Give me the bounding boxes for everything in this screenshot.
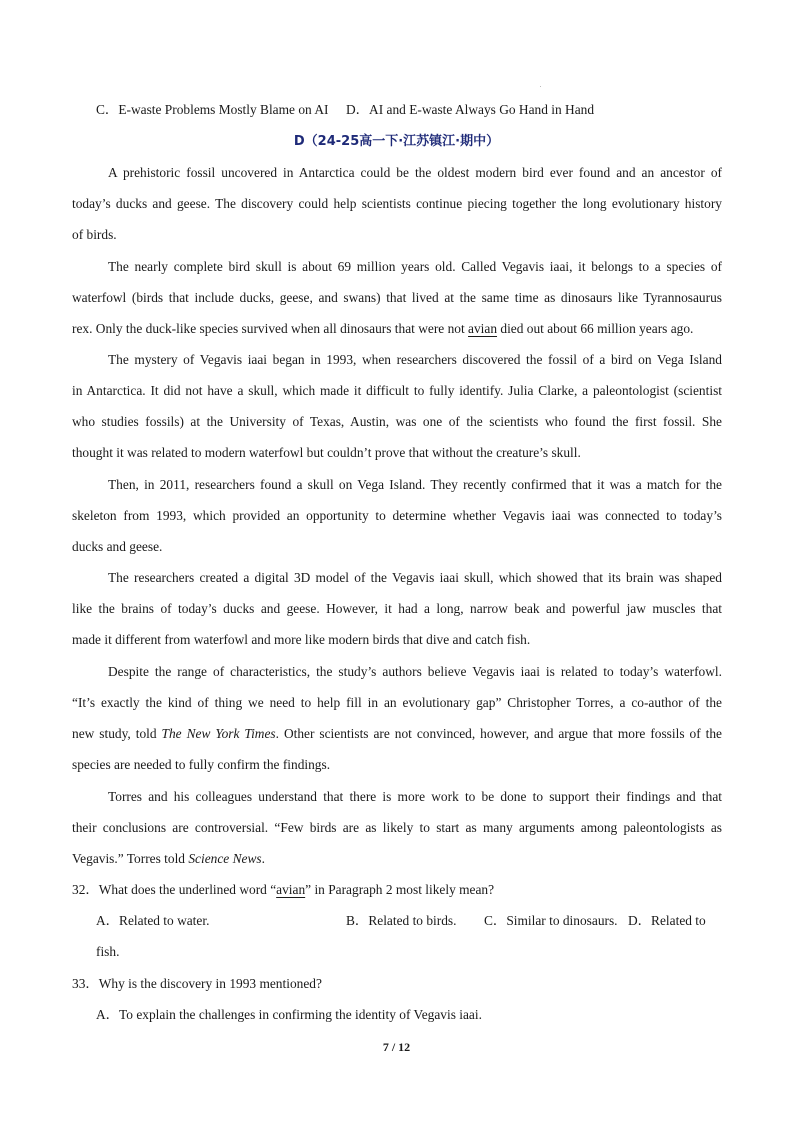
question-32-option-b: B．Related to birds. [346, 913, 457, 928]
question-32-option-d-continued: fish. [96, 944, 120, 959]
passage-line [72, 849, 722, 869]
underlined-word: avian [276, 882, 306, 897]
question-32-stem [72, 880, 722, 900]
passage-line: Torres and his colleagues understand that there is more work to be done to support their findings and that [108, 789, 722, 804]
prev-option-d: D．AI and E-waste Always Go Hand in Hand [346, 102, 595, 117]
passage-line: in Antarctica. It did not have a skull, which made it difficult to fully identify. Julia Clarke, a paleontologist (scientist [72, 383, 722, 398]
question-32-option-a: A．Related to water. [96, 913, 210, 928]
text-run: Vegavis.” Torres told [72, 851, 189, 866]
passage-line: The nearly complete bird skull is about 69 million years old. Called Vegavis iaai, it belongs to a species of [108, 259, 722, 274]
italic-title: Science News [188, 851, 262, 866]
passage-line: The mystery of Vegavis iaai began in 1993, when researchers discovered the fossil of a bird on Vega Island [108, 352, 722, 367]
passage-line: Despite the range of characteristics, the study’s authors believe Vegavis iaai is related to today’s waterfowl. [108, 664, 722, 679]
text-run: 32．What does the underlined word “ [72, 882, 277, 897]
text-run: ” in Paragraph 2 most likely mean? [305, 882, 495, 897]
passage-line: their conclusions are controversial. “Few birds are as likely to start as many arguments among paleontologists as [72, 820, 722, 835]
passage-line: made it different from waterfowl and more like modern birds that dive and catch fish. [72, 632, 531, 647]
passage-line [72, 724, 722, 744]
passage-line: of birds. [72, 227, 117, 242]
passage-line: A prehistoric fossil uncovered in Antarctica could be the oldest modern bird ever found and an ancestor of [108, 165, 722, 180]
prev-option-c: C．E-waste Problems Mostly Blame on AI [96, 102, 329, 117]
passage-line: “It’s exactly the kind of thing we need to help fill in an evolutionary gap” Christopher Torres, a co-author of the [72, 695, 722, 710]
passage-line: Then, in 2011, researchers found a skull on Vega Island. They recently confirmed that it was a match for the [108, 477, 722, 492]
page-number: 7 / 12 [382, 1040, 411, 1054]
passage-line: skeleton from 1993, which provided an opportunity to determine whether Vegavis iaai was connected to today’s [72, 508, 722, 523]
passage-line: The researchers created a digital 3D model of the Vegavis iaai skull, which showed that its brain was shaped [108, 570, 722, 585]
italic-title: The New York Times [161, 726, 276, 741]
text-run: died out about 66 million years ago. [497, 321, 694, 336]
passage-line: ducks and geese. [72, 539, 163, 554]
section-heading: D（24-25高一下·江苏镇江·期中） [293, 134, 500, 149]
text-run: new study, told [72, 726, 162, 741]
passage-line: thought it was related to modern waterfowl but couldn’t prove that without the creature’s skull. [72, 445, 581, 460]
question-33-option-a: A．To explain the challenges in confirming the identity of Vegavis iaai. [96, 1007, 482, 1022]
passage-line: like the brains of today’s ducks and geese. However, it had a long, narrow beak and powerful jaw muscles that [72, 601, 722, 616]
passage-line: waterfowl (birds that include ducks, geese, and swans) that lived at the same time as dinosaurs like Tyrannosaurus [72, 290, 722, 305]
text-run: . Other scientists are not convinced, however, and argue that more fossils of the [275, 726, 722, 741]
passage-line: species are needed to fully confirm the findings. [72, 757, 331, 772]
question-32-option-c: C．Similar to dinosaurs. [484, 913, 618, 928]
scan-speck [540, 86, 541, 87]
question-32-option-d: D．Related to [628, 913, 706, 928]
text-run: . [261, 851, 265, 866]
passage-line [72, 319, 722, 339]
passage-line: today’s ducks and geese. The discovery could help scientists continue piecing together the long evolutionary history [72, 196, 722, 211]
passage-line: who studies fossils) at the University of Texas, Austin, was one of the scientists who found the first fossil. She [72, 414, 722, 429]
underlined-word: avian [468, 321, 498, 336]
question-33-stem: 33．Why is the discovery in 1993 mentioned? [72, 976, 322, 991]
text-run: rex. Only the duck-like species survived when all dinosaurs that were not [72, 321, 469, 336]
